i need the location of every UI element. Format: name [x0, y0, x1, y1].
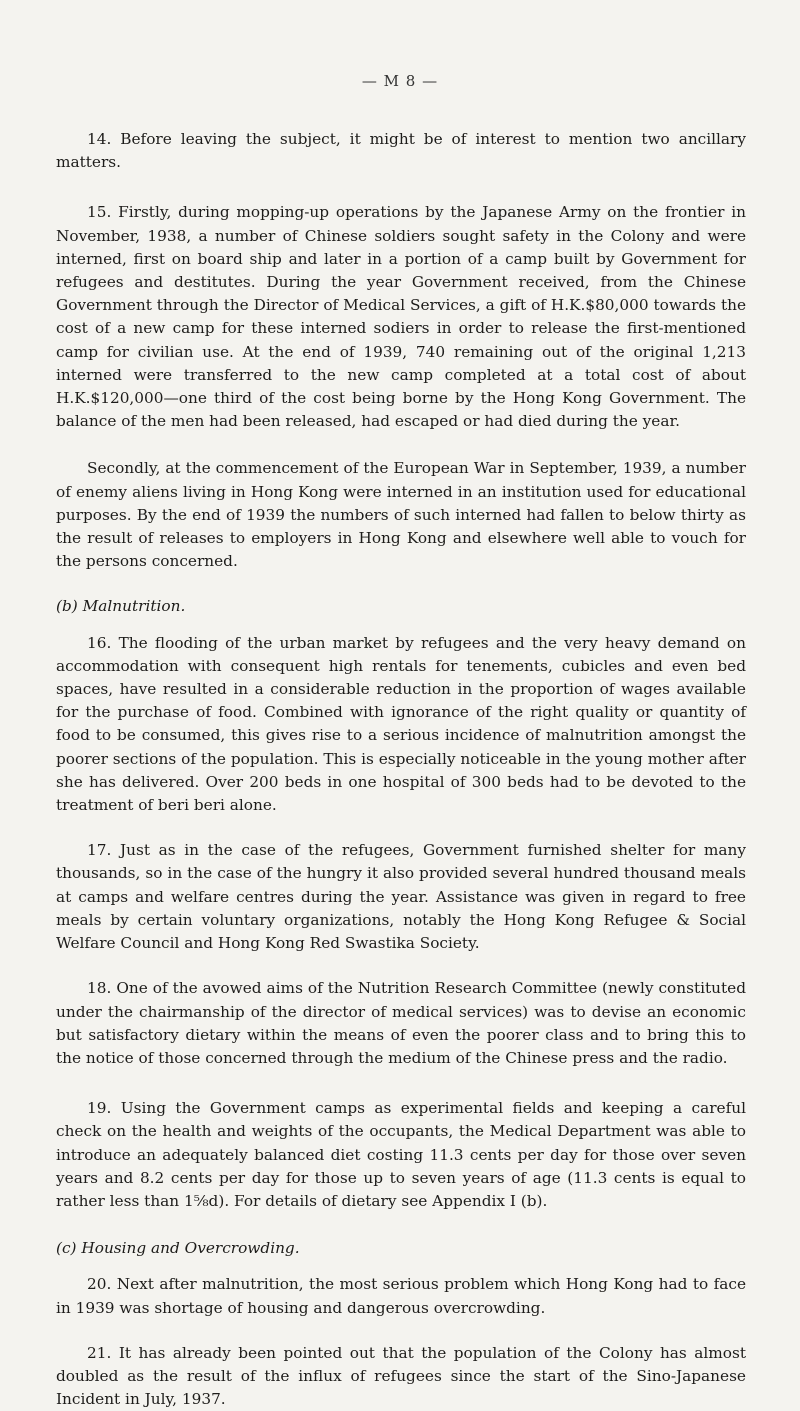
- section-title-housing: Housing and Overcrowding.: [81, 1239, 300, 1258]
- document-body: [56, 128, 746, 1411]
- section-letter-c: (c): [56, 1239, 77, 1258]
- section-letter-b: (b): [56, 597, 78, 616]
- paragraph-15: 15. Firstly, during mopping-up operations by the Japanese Army on the frontier in November, 1938, a number of Chinese soldiers sought safety in the Colony and were interned, first on board ship and later in a portion of a camp built by Government for refugees and destitutes. During the year Government received, from the Chinese Government through the Director of Medical Services, a gift of H.K.$80,000 towards the cost of a new camp for these interned sodiers in order to release the first-mentioned camp for civilian use. At the end of 1939, 740 remaining out of the original 1,213 interned were transferred to the new camp completed at a total cost of about H.K.$120,000—one third of the cost being borne by the Hong Kong Government. The balance of the men had been released, had escaped or had died during the year.: [56, 203, 746, 431]
- paragraph-18: 18. One of the avowed aims of the Nutrition Research Committee (newly constituted under the chairmanship of the director of medical services) was to devise an economic but satisfactory dietary within the means of even the poorer class and to bring this to the notice of those concerned through the medium of the Chinese press and the radio.: [56, 979, 746, 1067]
- section-heading-malnutrition: [56, 595, 746, 618]
- paragraph-19: 19. Using the Government camps as experimental fields and keeping a careful check on the health and weights of the occupants, the Medical Department was able to introduce an adequately balanced diet costing 11.3 cents per day for those over seven years and 8.2 cents per day for those up to seven years of age (11.3 cents is equal to rather less than 1⅝d). For details of dietary see Appendix I (b).: [56, 1099, 746, 1210]
- paragraph-21: 21. It has already been pointed out that the population of the Colony has almost doubled as the result of the influx of refugees since the start of the Sino-Japanese Incident in July, 1937.: [56, 1343, 746, 1409]
- section-heading-housing: [56, 1237, 746, 1260]
- paragraph-16: 16. The flooding of the urban market by refugees and the very heavy demand on accommodation with consequent high rentals for tenements, cubicles and even bed spaces, have resulted in a considerable reduction in the proportion of wages available for the purchase of food. Combined with ignorance of the right quality or quantity of food to be consumed, this gives rise to a serious incidence of malnutrition amongst the poorer sections of the population. This is especially noticeable in the young mother after she has delivered. Over 200 beds in one hospital of 300 beds had to be devoted to the treatment of beri beri alone.: [56, 633, 746, 815]
- paragraph-17: 17. Just as in the case of the refugees, Government furnished shelter for many thousands, so in the case of the hungry it also provided several hundred thousand meals at camps and welfare centres during the year. Assistance was given in regard to free meals by certain voluntary organizations, notably the Hong Kong Refugee & Social Welfare Council and Hong Kong Red Swastika Society.: [56, 841, 746, 953]
- paragraph-20: 20. Next after malnutrition, the most serious problem which Hong Kong had to face in 1939 was shortage of housing and dangerous overcrowding.: [56, 1275, 746, 1317]
- page-number: — M 8 —: [361, 72, 439, 90]
- paragraph-14: 14. Before leaving the subject, it might be of interest to mention two ancillary matters.: [56, 130, 746, 172]
- section-title-malnutrition: Malnutrition.: [82, 597, 186, 616]
- paragraph-15-secondly: Secondly, at the commencement of the European War in September, 1939, a number of enemy aliens living in Hong Kong were interned in an institution used for educational purposes. By the end of 1939 the numbers of such interned had fallen to below thirty as the result of releases to employers in Hong Kong and elsewhere well able to vouch for the persons concerned.: [56, 459, 746, 571]
